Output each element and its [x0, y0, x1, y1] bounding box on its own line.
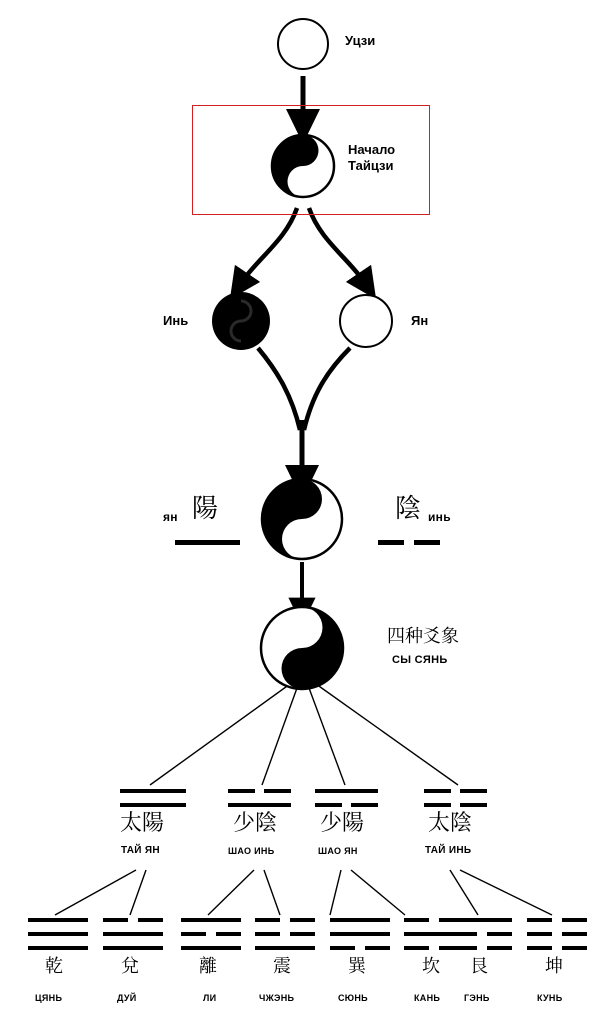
- four-image-1-line-top: [120, 789, 186, 793]
- trigram-5-line-2: [330, 932, 390, 936]
- arrow-taiji-to-yang: [309, 208, 365, 283]
- yin-broken-line-left: [378, 540, 404, 545]
- yin-line-han: 陰: [395, 494, 422, 524]
- trigram-1-translit: ЦЯНЬ: [35, 993, 63, 1003]
- trigram-5-line-1: [330, 918, 390, 922]
- trigram-2-line-1-left: [103, 918, 128, 922]
- yin-line-translit: инь: [428, 510, 451, 524]
- trigram-4-line-1-right: [290, 918, 315, 922]
- four-image-1-han: 太陽: [120, 811, 165, 836]
- trigram-5-line-3-right: [365, 946, 390, 950]
- four-image-1-translit: ТАЙ ЯН: [121, 845, 160, 856]
- trigram-8-line-2-left: [527, 932, 552, 936]
- trigram-2-translit: ДУЙ: [117, 993, 137, 1003]
- connector-trigram-1: [55, 870, 136, 915]
- connector-trigram-4: [264, 870, 280, 915]
- trigram-3-line-3: [181, 946, 241, 950]
- yang-solid-line: [175, 540, 240, 545]
- trigram-4-line-1-left: [255, 918, 280, 922]
- four-image-1-line-bottom: [120, 803, 186, 807]
- trigram-1-line-1: [28, 918, 88, 922]
- trigram-8-line-1-left: [527, 918, 552, 922]
- yin-broken-line-right: [414, 540, 440, 545]
- trigram-4-translit: ЧЖЭНЬ: [259, 993, 295, 1003]
- taiji-label-line1: Начало: [348, 142, 396, 157]
- trigram-8-translit: КУНЬ: [537, 993, 563, 1003]
- trigram-7-line-3-left: [452, 946, 477, 950]
- yang-label: Ян: [411, 313, 429, 328]
- four-image-3-han: 少陽: [320, 811, 365, 836]
- connector-trigram-2: [130, 870, 146, 915]
- trigram-6-line-1-left: [404, 918, 429, 922]
- trigram-8-line-2-right: [562, 932, 587, 936]
- trigram-8-line-1-right: [562, 918, 587, 922]
- trigram-3-line-1: [181, 918, 241, 922]
- four-image-4-han: 太陰: [428, 811, 473, 836]
- four-image-2-translit: ШАО ИНЬ: [228, 846, 275, 856]
- trigram-4-han: 震: [273, 956, 291, 977]
- four-image-4-translit: ТАЙ ИНЬ: [425, 845, 472, 856]
- arrow-taiji-to-yin: [241, 208, 297, 283]
- four-image-4-line-bottom-left: [424, 803, 451, 807]
- four-image-2-line-bottom: [228, 803, 291, 807]
- trigram-2-line-2: [103, 932, 163, 936]
- curve-yang-to-merge: [304, 348, 350, 430]
- connector-sixiang-1: [150, 684, 290, 785]
- four-image-2-line-top-right: [264, 789, 291, 793]
- trigram-1-han: 乾: [45, 956, 63, 977]
- connector-trigram-6: [351, 870, 405, 915]
- trigram-8-line-3-left: [527, 946, 552, 950]
- trigram-4-line-3: [255, 946, 315, 950]
- trigram-2-line-1-right: [138, 918, 163, 922]
- yin-black-circle-symbol: [212, 292, 270, 350]
- four-image-2-han: 少陰: [233, 811, 278, 836]
- connector-sixiang-3: [309, 688, 345, 785]
- connector-trigram-7: [450, 870, 478, 915]
- trigram-7-line-2-right: [487, 932, 512, 936]
- trigram-4-line-2-right: [290, 932, 315, 936]
- trigram-3-han: 離: [199, 956, 217, 977]
- trigram-6-line-3-left: [404, 946, 429, 950]
- four-image-4-line-top-left: [424, 789, 451, 793]
- trigram-7-line-3-right: [487, 946, 512, 950]
- connector-trigram-5: [330, 870, 341, 915]
- four-image-3-line-top: [315, 789, 378, 793]
- yang-circle: [339, 294, 393, 348]
- trigram-4-line-2-left: [255, 932, 280, 936]
- sixiang-translit: СЫ СЯНЬ: [392, 654, 448, 666]
- trigram-5-translit: СЮНЬ: [338, 993, 368, 1003]
- trigram-6-translit: КАНЬ: [414, 993, 441, 1003]
- connector-sixiang-4: [316, 684, 458, 785]
- trigram-7-line-2-left: [452, 932, 477, 936]
- trigram-1-line-2: [28, 932, 88, 936]
- yin-yang-full-symbol: [261, 607, 343, 689]
- yin-yang-liangyi-symbol: [262, 479, 342, 559]
- connector-sixiang-2: [262, 688, 297, 785]
- wuji-label: Уцзи: [345, 33, 376, 48]
- connector-trigram-8: [460, 870, 552, 915]
- trigram-7-translit: ГЭНЬ: [464, 993, 490, 1003]
- sixiang-han: 四种爻象: [387, 626, 459, 647]
- connector-trigram-3: [208, 870, 254, 915]
- trigram-8-han: 坤: [545, 956, 563, 977]
- four-image-3-line-bottom-left: [315, 803, 342, 807]
- trigram-8-line-3-right: [562, 946, 587, 950]
- trigram-2-han: 兌: [121, 956, 139, 977]
- trigram-2-line-3: [103, 946, 163, 950]
- four-image-4-line-top-right: [460, 789, 487, 793]
- trigram-5-han: 巽: [348, 956, 366, 977]
- trigram-5-line-3-left: [330, 946, 355, 950]
- four-image-2-line-top-left: [228, 789, 255, 793]
- trigram-3-translit: ЛИ: [203, 993, 217, 1003]
- four-image-4-line-bottom-right: [460, 803, 487, 807]
- four-image-3-translit: ШАО ЯН: [318, 846, 358, 856]
- trigram-3-line-2-right: [216, 932, 241, 936]
- yang-line-translit: ян: [163, 510, 178, 524]
- wuji-circle: [277, 18, 329, 70]
- trigram-1-line-3: [28, 946, 88, 950]
- taiji-label-line2: Тайцзи: [348, 158, 394, 173]
- taiji-label: [348, 142, 395, 174]
- trigram-7-han: 艮: [470, 956, 488, 977]
- yang-line-han: 陽: [192, 494, 219, 524]
- curve-yin-to-merge: [258, 348, 300, 430]
- trigram-3-line-2-left: [181, 932, 206, 936]
- four-image-3-line-bottom-right: [351, 803, 378, 807]
- trigram-7-line-1: [452, 918, 512, 922]
- trigram-6-han: 坎: [422, 956, 440, 977]
- yin-label: Инь: [163, 313, 189, 328]
